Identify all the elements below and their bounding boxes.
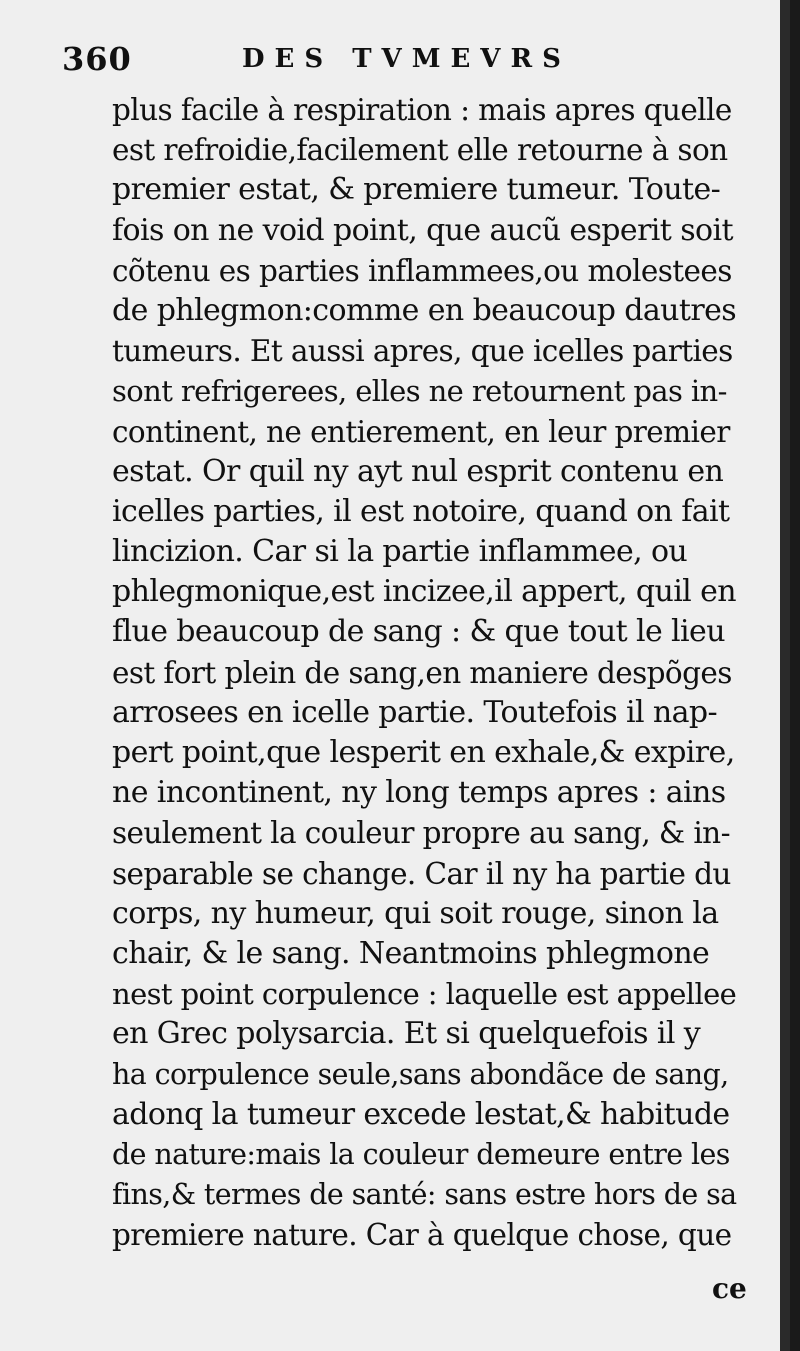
text-line: fins,& termes de santé: sans estre hors de sa — [112, 1178, 737, 1212]
text-line: nest point corpulence : laquelle est appellee — [112, 977, 737, 1012]
text-line: tumeurs. Et aussi apres, que icelles parties — [112, 334, 733, 369]
text-line: sont refrigerees, elles ne retournent pas in- — [112, 374, 727, 409]
text-line: de phlegmon:comme en beaucoup dautres — [112, 292, 737, 328]
page-number: 360 — [62, 40, 132, 78]
text-line: premier estat, & premiere tumeur. Toute- — [112, 172, 721, 208]
text-line: plus facile à respiration : mais apres quelle — [112, 93, 732, 127]
text-line: cõtenu es parties inflammees,ou molestees — [112, 253, 732, 288]
text-line: de nature:mais la couleur demeure entre les — [112, 1137, 730, 1171]
text-line: arrosees en icelle partie. Toutefois il nap- — [112, 694, 718, 730]
text-line: ne incontinent, ny long temps apres : ains — [112, 775, 726, 811]
text-line: icelles parties, il est notoire, quand on fait — [112, 493, 730, 529]
text-line: en Grec polysarcia. Et si quelquefois il y — [112, 1016, 701, 1052]
text-line: ha corpulence seule,sans abondãce de sang, — [112, 1057, 729, 1091]
text-line: corps, ny humeur, qui soit rouge, sinon la — [112, 895, 719, 931]
text-line: phlegmonique,est incizee,il appert, quil en — [112, 574, 736, 610]
text-line: separable se change. Car il ny ha partie du — [112, 856, 731, 891]
catchword: ce — [712, 1272, 747, 1305]
text-line: premiere nature. Car à quelque chose, que — [112, 1218, 732, 1253]
text-line: pert point,que lesperit en exhale,& expire, — [112, 735, 735, 770]
running-head: DES TVMEVRS — [242, 44, 571, 74]
text-line: seulement la couleur propre au sang, & in- — [112, 816, 730, 851]
text-line: adonq la tumeur excede lestat,& habitude — [112, 1096, 730, 1132]
text-line: est refroidie,facilement elle retourne à son — [112, 133, 728, 168]
text-line: flue beaucoup de sang : & que tout le lieu — [112, 614, 725, 650]
body-text — [112, 90, 737, 1255]
text-line: continent, ne entierement, en leur premier — [112, 414, 730, 449]
text-line: lincizion. Car si la partie inflammee, ou — [112, 534, 688, 570]
text-line: chair, & le sang. Neantmoins phlegmone — [112, 935, 710, 971]
text-line: est fort plein de sang,en maniere despõges — [112, 655, 732, 690]
page-header — [62, 40, 722, 84]
text-line: fois on ne void point, que aucũ esperit soit — [112, 212, 733, 248]
text-line: estat. Or quil ny ayt nul esprit contenu en — [112, 453, 724, 489]
